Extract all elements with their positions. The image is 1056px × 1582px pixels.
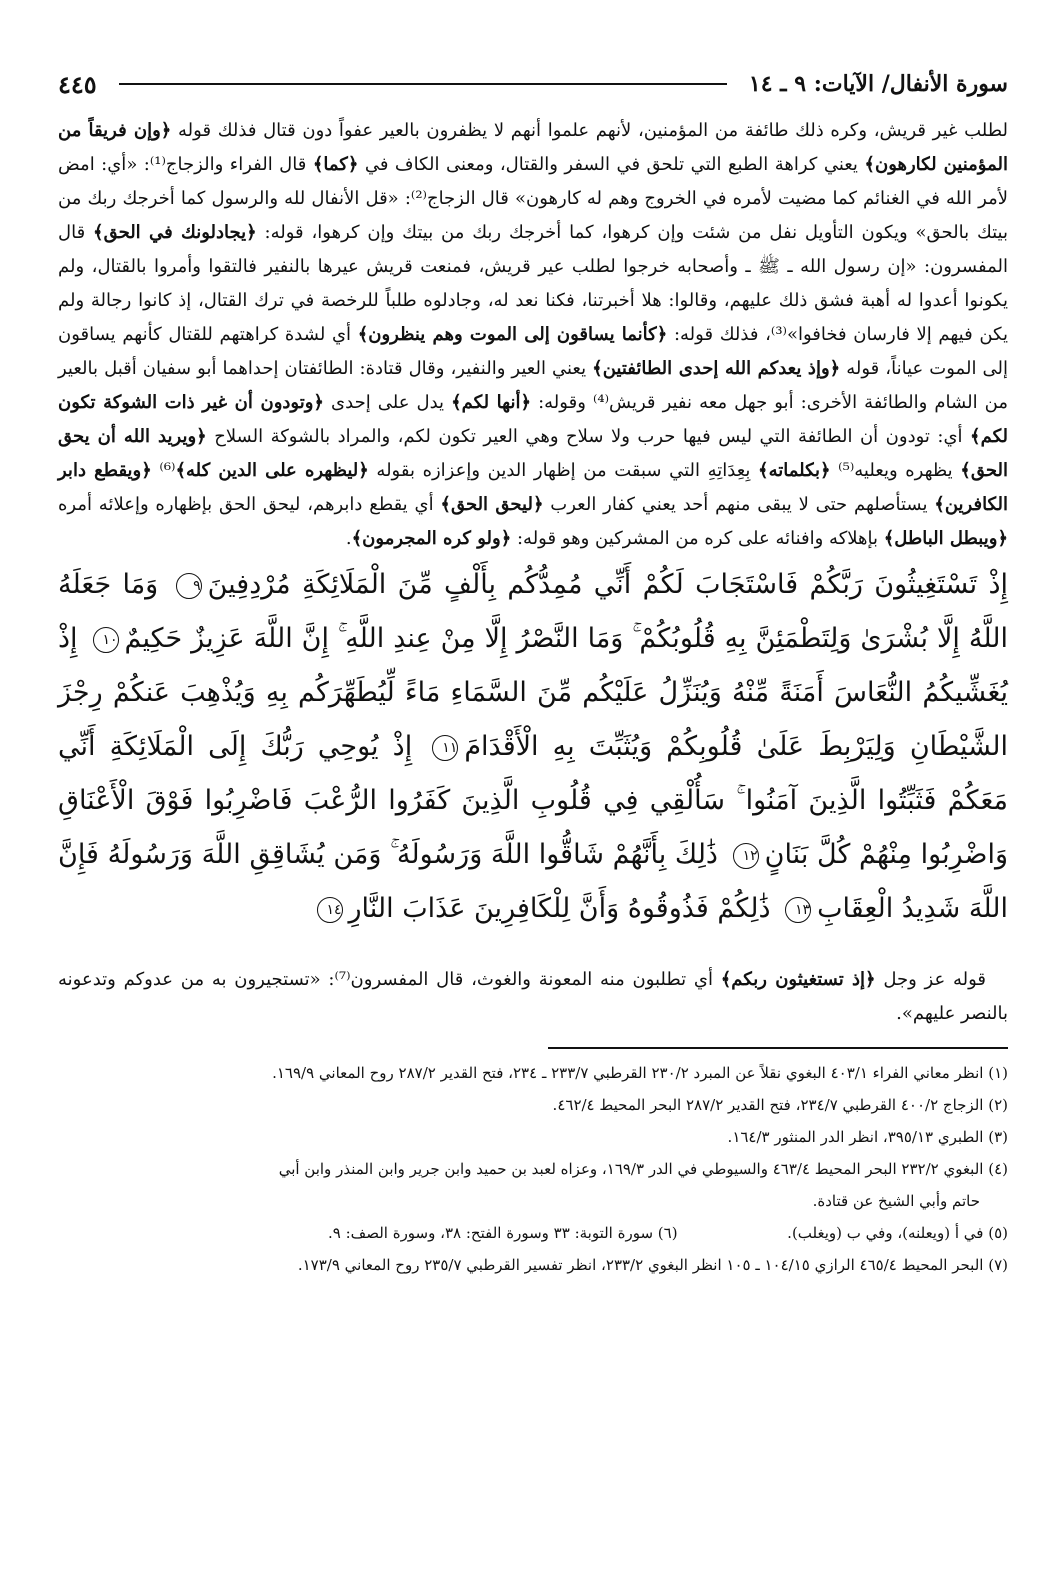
ayah-number: ١١: [432, 735, 458, 761]
footnote-1: (١) انظر معاني الفراء ٤٠٣/١ البغوي نقلاً عن المبرد ٢٣٠/٢ القرطبي ٢٣٣/٧ ـ ٢٣٤، فتح القدير ٢٨٧/٢ روح المعاني ١٦٩/٩.: [272, 1064, 1008, 1082]
commentary-text: يظهره ويعليه⁽⁵⁾: [830, 460, 961, 481]
commentary-text: يعني العير والنفير، وقال قتادة: الطائفتان إحداهما أبو سفيان أقبل بالعير من الشام والطائفة الأخرى: أبو جهل معه نفير قريش⁽⁴⁾ وقوله:: [58, 358, 1008, 413]
commentary-paragraph: [58, 114, 1008, 556]
ayah-number: ٩: [176, 573, 202, 599]
quran-quote: ﴿ليحق الحق﴾: [440, 494, 544, 515]
quran-quote: ﴿أنها لكم﴾: [451, 392, 532, 413]
commentary-text: أي يقطع دابرهم، ليحق الحق بإظهاره وإعلائه أمره: [58, 494, 441, 515]
commentary-text: أي لشدة كراهتهم للقتال كأنهم يساقون إلى الموت عياناً، قوله: [58, 324, 1008, 379]
footnote-5: (٥) في أ (ويعلنه)، وفي ب (ويغلب).: [787, 1224, 1008, 1242]
surah-title: سورة الأنفال/ الآيات: ٩ ـ ١٤: [748, 71, 1008, 97]
commentary-text: قال المفسرون: «إن رسول الله ـ ﷺ ـ وأصحابه خرجوا لطلب عير قريش، فمنعت قريش عيرها بالنفير فالتقوا وأمروا بالقتال، ولم يكونوا أعدوا له أهبة فشق ذلك عليهم، وقالوا: هلا أخبرتنا، فكنا نعد له، وجادلوه طلباً للرخصة في ترك القتال، إذ كانوا رجالة ولم يكن فيهم إلا فارسان فخافوا»⁽³⁾، فذلك قوله:: [58, 222, 1008, 345]
commentary-text: يعني كراهة الطبع التي تلحق في السفر والقتال، ومعنى الكاف في: [358, 154, 865, 175]
quran-quote: ﴿كأنما يساقون إلى الموت وهم ينظرون﴾: [357, 324, 668, 345]
footnote-4-continued: حاتم وأبي الشيخ عن قتادة.: [812, 1192, 980, 1210]
quran-quote: ﴿وإن فريقاً من المؤمنين لكارهون﴾: [58, 120, 1008, 175]
footnote-row: [328, 1217, 1008, 1249]
page: [58, 62, 1008, 1281]
footnote-2: (٢) الزجاج ٤٠٠/٢ القرطبي ٢٣٤/٧، فتح القدير ٢٨٧/٢ البحر المحيط ٤٦٢/٤.: [552, 1096, 1008, 1114]
commentary-text: يستأصلهم حتى لا يبقى منهم أحد يعني كفار العرب: [543, 494, 935, 515]
commentary-text: .: [345, 528, 352, 549]
footnote-4: (٤) البغوي ٢٣٢/٢ البحر المحيط ٤٦٣/٤ والسيوطي في الدر ١٦٩/٣، وعزاه لعبد بن حميد وابن جرير وابن المنذر وابن أبي: [278, 1160, 1008, 1178]
post-verse-commentary: [58, 963, 1008, 1031]
ayah-number: ١٠: [93, 627, 119, 653]
commentary-text: لطلب غير قريش، وكره ذلك طائفة من المؤمنين، لأنهم علموا أنهم لا يظفرون بالعير عفواً دون قتال فذلك قوله: [171, 120, 1008, 141]
commentary-text: أي: تودون أن الطائفة التي ليس فيها حرب ولا سلاح وهي العير تكون لكم، والمراد بالشوكة السلاح: [206, 426, 971, 447]
commentary-text: بإهلاكه وافنائه على كره من المشركين وهو قوله:: [511, 528, 884, 549]
quran-quote: ﴿وإذ يعدكم الله إحدى الطائفتين﴾: [592, 358, 841, 379]
quran-quote: ﴿ويبطل الباطل﴾: [883, 528, 1008, 549]
commentary-text: قال الفراء والزجاج⁽¹⁾: «أي: امض لأمر الله في الغنائم كما مضيت لأمره في الخروج وهم له كارهون» قال الزجاج⁽²⁾: «قل الأنفال لله والرسول كما أخرجك ربك من بيتك بالحق» ويكون التأويل نفل من شئت وإن كرهوا، كما أخرجك ربك من بيتك وإن كرهوا، قوله:: [58, 154, 1008, 243]
quran-quote: ﴿ويريد الله أن يحق الحق﴾: [58, 426, 1008, 481]
footnote-6: (٦) سورة التوبة: ٣٣ وسورة الفتح: ٣٨، وسورة الصف: ٩.: [328, 1224, 678, 1242]
quran-quote: ﴿بكلماته﴾: [758, 460, 831, 481]
verse-9: إِذْ تَسْتَغِيثُونَ رَبَّكُمْ فَاسْتَجَابَ لَكُمْ أَنِّي مُمِدُّكُم بِأَلْفٍ مِّنَ الْمَلَائِكَةِ مُرْدِفِينَ: [207, 569, 1008, 600]
commentary-text: أي تطلبون منه المعونة والغوث، قال المفسرون⁽⁷⁾: «تستجيرون به من عدوكم وتدعونه بالنصر عليهم».: [58, 969, 1008, 1024]
quran-quote: ﴿ليظهره على الدين كله﴾: [175, 460, 369, 481]
commentary-text: ⁽⁶⁾: [151, 460, 176, 481]
quran-quote: ﴿وتودون أن غير ذات الشوكة تكون لكم﴾: [58, 392, 1008, 447]
commentary-text: يدل على إحدى: [323, 392, 452, 413]
ayah-number: ١٤: [317, 897, 343, 923]
verse-14: ذَٰلِكُمْ فَذُوقُوهُ وَأَنَّ لِلْكَافِرِينَ عَذَابَ النَّارِ: [348, 893, 771, 924]
quran-quote: ﴿يجادلونك في الحق﴾: [93, 222, 257, 243]
page-header: [58, 62, 1008, 106]
verse-11: إِذْ يُغَشِّيكُمُ النُّعَاسَ أَمَنَةً مِّنْهُ وَيُنَزِّلُ عَلَيْكُم مِّنَ السَّمَاءِ مَاءً لِّيُطَهِّرَكُم بِهِ وَيُذْهِبَ عَنكُمْ رِجْزَ الشَّيْطَانِ وَلِيَرْبِطَ عَلَىٰ قُلُوبِكُمْ وَيُثَبِّتَ بِهِ الْأَقْدَامَ: [58, 623, 1008, 762]
ayah-number: ١٢: [733, 843, 759, 869]
header-rule: [119, 83, 727, 85]
footnote-7: (٧) البحر المحيط ٤٦٥/٤ الرازي ١٠٤/١٥ ـ ١٠٥ انظر البغوي ٢٣٣/٢، انظر تفسير القرطبي ٢٣٥/٧ روح المعاني ١٧٣/٩.: [297, 1256, 1008, 1274]
footnotes: [58, 1057, 1008, 1281]
page-number: ٤٤٥: [58, 69, 97, 99]
verse-13: ذَٰلِكَ بِأَنَّهُمْ شَاقُّوا اللَّهَ وَرَسُولَهُ ۚ وَمَن يُشَاقِقِ اللَّهَ وَرَسُولَهُ فَإِنَّ اللَّهَ شَدِيدُ الْعِقَابِ: [58, 839, 1008, 924]
quran-quote: ﴿إذ تستغيثون ربكم﴾: [720, 969, 876, 990]
footnote-3: (٣) الطبري ٣٩٥/١٣، انظر الدر المنثور ١٦٤/٣.: [727, 1128, 1008, 1146]
quran-quote: ﴿كما﴾: [312, 154, 359, 175]
verse-10: وَمَا جَعَلَهُ اللَّهُ إِلَّا بُشْرَىٰ وَلِتَطْمَئِنَّ بِهِ قُلُوبُكُمْ ۚ وَمَا النَّصْرُ إِلَّا مِنْ عِندِ اللَّهِ ۚ إِنَّ اللَّهَ عَزِيزٌ حَكِيمٌ: [58, 569, 1008, 654]
footnote-rule: [548, 1047, 1008, 1049]
commentary-text: بِعِدَاتِهِ التي سبقت من إظهار الدين وإعزازه بقوله: [368, 460, 759, 481]
commentary-text: قوله عز وجل: [875, 969, 986, 990]
ayah-number: ١٣: [785, 897, 811, 923]
quran-quote: ﴿ويقطع دابر الكافرين﴾: [58, 460, 1008, 515]
quran-verses: [58, 558, 1008, 936]
verse-12: إِذْ يُوحِي رَبُّكَ إِلَى الْمَلَائِكَةِ أَنِّي مَعَكُمْ فَثَبِّتُوا الَّذِينَ آمَنُوا ۚ سَأُلْقِي فِي قُلُوبِ الَّذِينَ كَفَرُوا الرُّعْبَ فَاضْرِبُوا فَوْقَ الْأَعْنَاقِ وَاضْرِبُوا مِنْهُمْ كُلَّ بَنَانٍ: [58, 731, 1008, 870]
quran-quote: ﴿ولو كره المجرمون﴾: [351, 528, 512, 549]
